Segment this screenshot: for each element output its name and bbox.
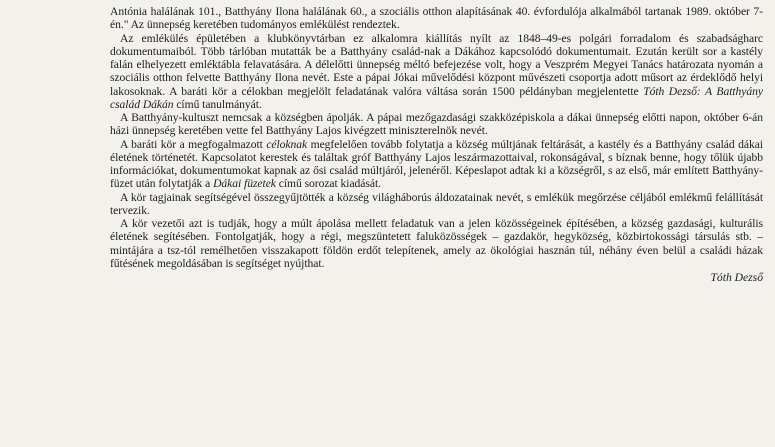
italic-title-text: céloknak (266, 137, 308, 151)
paragraph (110, 32, 763, 112)
paragraph (110, 217, 763, 270)
paragraph-text: A kör tagjainak segítségével összegyűjtötték a község világháborús áldozatainak nevét, s emlékük megőrzése céljából emlékmű felállítását tervezik. (110, 190, 763, 217)
paragraph-text: Az emlékülés épületében a klubkönyvtárban ez alkalomra kiállítás nyílt az 1848–49-es polgári forradalom és szabadságharc dokumentumaiból. Több tárlóban mutatták be a Batthyány család-nak a Dákához kapcsolódó dokumentumait. Ezután került sor a kastély falán elhelyezett emléktábla felavatására. A délelőtti ünnepség méltó befejezése volt, hogy a Veszprém Megyei Tanács határozata nyomán a szociális otthon felvette Batthyány Ilona nevét. Este a pápai Jókai művelődési központ művészeti csoportja adott műsort az érdeklődő helyi lakosoknak. A baráti kör a célokban megjelölt feladatának valóra váltása során 1500 példányban megjelentette (110, 31, 763, 98)
paragraph-text: A baráti kör a megfogalmazott (120, 137, 267, 151)
article-body (110, 5, 763, 270)
paragraph-text: A Batthyány-kultuszt nemcsak a községben ápolják. A pápai mezőgazdasági szakközépiskola a dákai ünnepség előtti napon, október 6-án házi ünnepség keretében vette fel Batthyány Lajos kivégzett miniszterelnök nevét. (110, 111, 763, 138)
paragraph-text: A kör vezetői azt is tudják, hogy a múlt ápolása mellett feladatuk van a jelen közösségeinek építésében, a község gazdasági, kulturális életének segítésében. Fontolgatják, hogy a régi, megszüntetett faluközösségek – gazdakör, hegyközség, közbirtokossági társulás stb. – mintájára a tsz-tól remélhetően visszakapott földön erdőt telepítenek, amely az ökológiai hasznán túl, néhány éven belül a családi házak fűtésének megoldásában is segítséget nyújthat. (110, 217, 763, 270)
paragraph-text: Antónia halálának 101., Batthyány Ilona halálának 60., a szociális otthon alapításának 40. évfordulója alkalmából tartanak 1989. október 7-én." Az ünnepség keretében tudományos emlékülést rendeztek. (110, 5, 763, 32)
paragraph (110, 5, 763, 32)
italic-title-text: Dákai füzetek (213, 177, 276, 191)
paragraph-text: című tanulmányát. (173, 97, 262, 111)
paragraph (110, 111, 763, 138)
paragraph (110, 138, 763, 191)
author-signature: Tóth Dezső (710, 271, 763, 284)
italic-title-text: Tóth Dezső: A Batthyány család Dákán (110, 84, 763, 111)
paragraph-text: című sorozat kiadását. (275, 177, 381, 191)
paragraph-text: megfelelően tovább folytatja a község múltjának feltárását, a kastély és a Batthyány család dákai életének történetét. Kapcsolatot kerestek és találtak gróf Batthyány Lajos leszármazottaival, rokonságával, s bíznak benne, hogy tőlük újabb információkat, dokumentumokat kapnak az ősi család múltjáról, jelenéről. Képeslapot adtak ki a községről, s az első, már említett Batthyány-füzet után folytatják a (110, 137, 763, 191)
paragraph (110, 191, 763, 218)
